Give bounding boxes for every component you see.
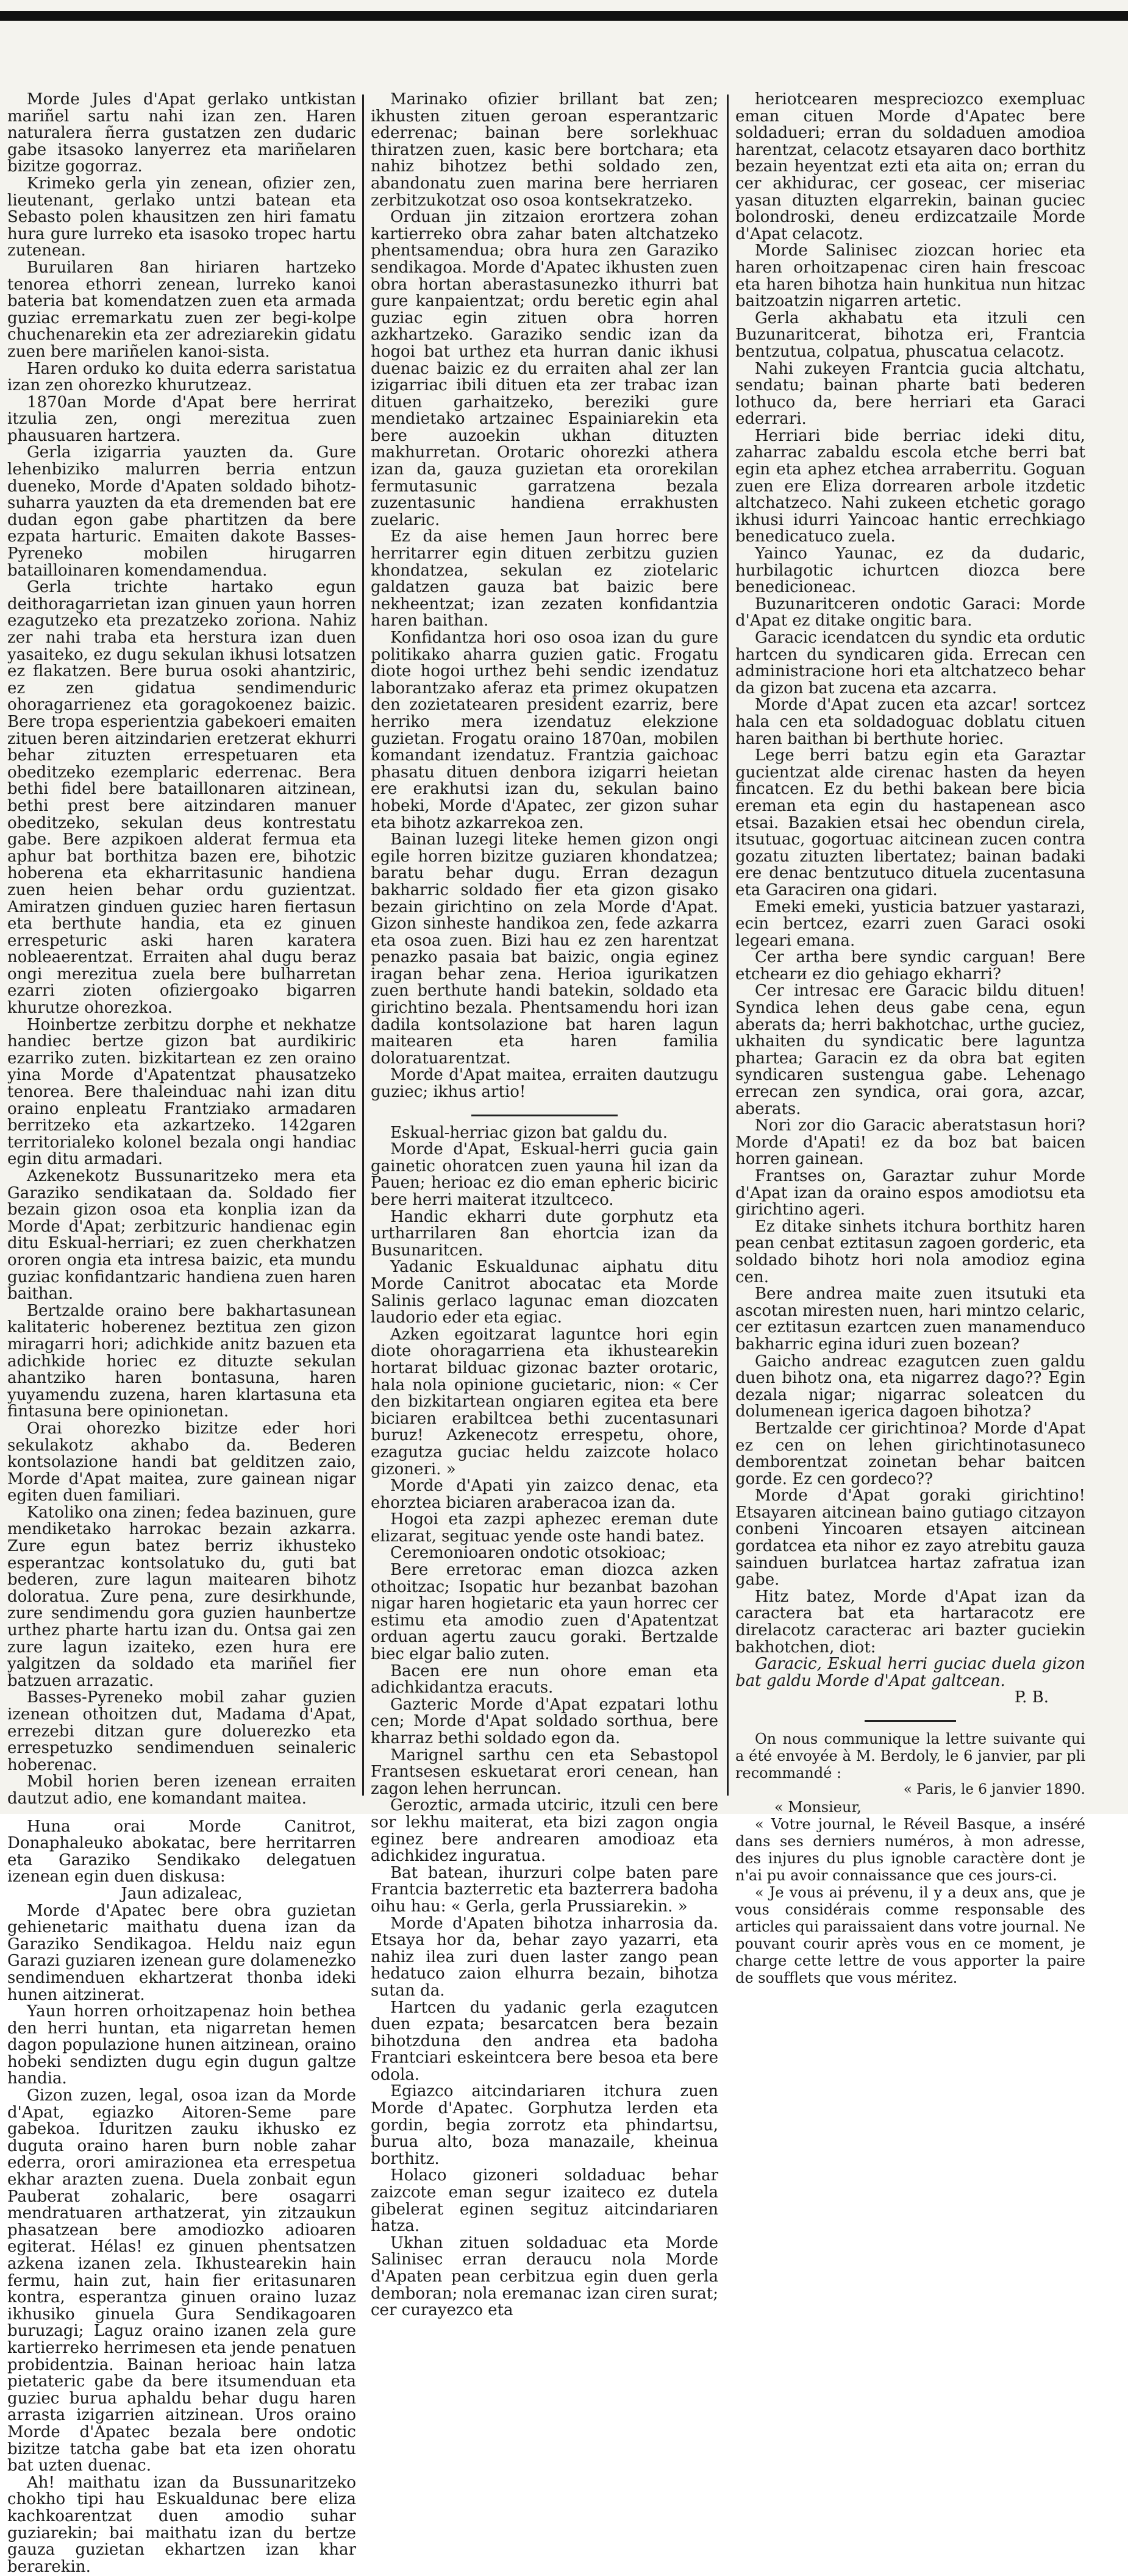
paragraph: Buruilaren 8an hiriaren hartzeko tenorea ethorri zenean, lurreko kanoi bateria bat komendatzen zuen eta armada guziac erremarkatu zuen zer begi-kolpe chuchenarekin eta zer adreziarekin gidatu zuen bere mariñelen kanoi-sista. [7, 258, 356, 361]
paragraph: Cer intresac ere Garacic bildu dituen! Syndica lehen deus gabe cena, egun aberats da; herri bakhotchac, urthe guciez, ukhaiten du syndicatic bere laguntza phartea; Garacin ez da obra bat egiten syndicaren sustengua gabe. Lehenago errecan zen syndica, orai gora, azcar, aberats. [735, 982, 1085, 1118]
paragraph: Mobil horien beren izenean erraiten dautzut adio, ene komandant maitea. [7, 1772, 356, 1808]
column-3-paragraphs [735, 91, 1085, 1656]
column-rule-right [727, 95, 729, 1796]
paragraph: Morde d'Apati yin zaizco denac, eta ehorztea biciaren araberacoa izan da. [371, 1477, 718, 1512]
column-2-article [371, 1125, 718, 2319]
paragraph: Ceremonioaren ondotic otsokioac; [390, 1544, 666, 1563]
paragraph: Gazteric Morde d'Apat ezpatari lothu cen; Morde d'Apat soldado sorthua, bere kharraz bethi soldado egon da. [371, 1695, 718, 1747]
paragraph: « Je vous ai prévenu, il y a deux ans, que je vous considérais comme responsable des articles qui paraissaient dans votre journal. Ne pouvant courir après vous en ce moment, je charge cette lettre de vous apporter la paire de soufflets que vous méritez. [735, 1883, 1085, 1986]
paragraph: Hartcen du yadanic gerla ezagutcen duen ezpata; besarcatcen bera bezain bihotzduna den andrea eta badoha Frantciari eskeintcera bere besoa eta bere odola. [371, 1998, 718, 2084]
signature: P. B. [1014, 1688, 1049, 1707]
paragraph: Orduan jin zitzaion erortzera zohan kartierreko obra zahar baten altchatzeko phentsamendua; obra hura zen Garaziko sendikagoa. Morde d'Apatec ikhusten zuen obra hortan aberastasunezko ithurri bat gure kanpaientzat; ordu beretic egin ahal guziac egin zituen obra horren azkhartzeko. Garaziko sendic izan da hogoi bat urthez eta hurran danic ikhusi duenac baizic ez du erraiten ahal zer lan izigarriac ibili dituen eta zer trabac izan dituen garhaitzeko, bereziki gure mendietako artzainec Espainiarekin eta bere auzoekin ukhan dituzten makhurretan. Orotaric ohorezki athera izan da, gauza guzietan eta ororekilan fermutasunic garratzena bezala zuzentasunic handiena errakhusten zuelaric. [371, 208, 718, 529]
paragraph: Yaun horren orhoitzapenaz hoin bethea den herri huntan, eta nigarretan hemen dagon populazione hunen aitzinean, oraino hobeki sendizten dugu egin dugun galtze handia. [7, 2002, 356, 2088]
paragraph: Morde Salinisec ziozcan horiec eta haren orhoitzapenac ciren hain frescoac eta haren bihotza hain hunkitua nun hitzac baitzoatzin nigarren artetic. [735, 241, 1085, 311]
paragraph: Egiazco aitcindariaren itchura zuen Morde d'Apatec. Gorphutza lerden eta gordin, begia zorrotz eta phindartsu, burua alto, boza manazaile, kheinua borthitz. [371, 2082, 718, 2168]
section-divider-2 [865, 1720, 956, 1722]
paragraph: Geroztic, armada utciric, itzuli cen bere sor lekhu maiterat, eta bizi zagon ongia eginez bere andrearen amodioaz eta adichkidez inguratua. [371, 1796, 718, 1866]
paragraph: Gerla izigarria yauzten da. Gure lehenbiziko malurren berria entzun dueneko, Morde d'Apaten soldado bihotz-suharra yauzten da eta dremenden bat ere dudan egon gabe phartitzen da bere ezpata harturic. Emaiten dakote Basses-Pyreneko mobilen hirugarren batailloinaren komendamendua. [7, 443, 356, 580]
paragraph: Ez da aise hemen Jaun horrec bere herritarrer egin dituen zerbitzu guzien khondatzea, sekulan ez ziotelaric galdatzen gauza bat baizic bere nekheentzat; izan zezaten konfidantzia haren baithan. [371, 527, 718, 630]
speech-salutation: Jaun adizaleac, [121, 1884, 243, 1903]
paragraph: Katoliko ona zinen; fedea bazinuen, gure mendiketako harrokac bezain azkarra. Zure egun batez berriz ikhusteko esperantzac kontsolatuko du, guti bat bederen, zure lagun maitearen bihotz doloratua. Zure pena, zure desirkhunde, zure sendimendu gora guzien haunbertze urthez pharte hartu izan du. Ontsa gai zen zure lagun izaiteko, ezen hura ere yalgitzen da soldado eta mariñel fier batzuen arrazatic. [7, 1503, 356, 1690]
paragraph: Bertzalde oraino bere bakhartasunean kalitateric hoberenez beztitua zen gizon miragarri hori; adichkide anitz bazuen eta adichkide horiec ez dituzte sekulan ahantziko haren bontasuna, haren yuyamendu zuzena, haren klartasuna eta fintasuna bere opinionetan. [7, 1301, 356, 1421]
paragraph: « Votre journal, le Réveil Basque, a inséré dans ses derniers numéros, à mon adresse, des injures du plus ignoble caractère dont je n'ai pu avoir connaissance que ces jours-ci. [735, 1815, 1085, 1884]
paragraph: heriotcearen mespreciozco exempluac eman cituen Morde d'Apatec bere soldadueri; erran du soldaduen amodioa harentzat, celacotz etsayaren daco borthitz bezain heyentzat ezti eta aita on; erran du cer akhiduraс, cer goseac, cer miseriac yasan dituzten elgarrekin, bainan guciec bolondroski, deneu erdizcatzaile Morde d'Apat celacotz. [735, 90, 1085, 243]
paragraph: Morde d'Apatec bere obra guzietan gehienetaric maithatu duena izan da Garaziko Sendikagoa. Heldu naiz egun Garazi guziaren izenean gure dolamenezko sendimenduen ekhartzerat thonba ideki hunen aitzinerat. [7, 1901, 356, 2004]
paragraph: Morde d'Apat maitea, erraiten dautzugu guziec; ikhus artio! [371, 1066, 718, 1102]
paragraph: Gerla trichte hartako egun deithoragarrietan izan ginuen yaun horren ezagutzeko eta prezatzeko zoriona. Nahiz zer nahi traba eta herstura izan duen yasaiteko, ez dugu sekulan ikhusi lotsatzen ez flakatzen. Bere burua osoki ahantziric, ez zen gidatua sendimenduric ohoragarrienez eta goragokoenez baizic. Bere tropa esperientzia gabekoeri emaiten zituen beren aitzindarien eretzerat ekhurri behar zituzten errespetuaren eta obeditzeko ezemplaric ederrenac. Bera bethi fidel bere bataillonaren aitzinean, bethi prest bere aitzindaren manuer obeditzeko, sekulan deus kontrestatu gabe. Bere azpikoen alderat fermua eta aphur bat borthitza bazen ere, bihotzic hoberena eta ekharritasunic handiena zuen heien behar ordu guzientzat. Amiratzen ginduen guziec haren fiertasun eta berthute handia, eta ez ginuen errespeturic aski haren karatera nobleaerentzat. Erraiten ahal dugu beraz ongi merezitua zuela bere bulharretan ezarri zioten ofiziergoako bigarren khurutze ohorezkoa. [7, 578, 356, 1018]
top-rule [0, 11, 1128, 21]
paragraph: Gerla akhabatu eta itzuli cen Buzunaritcerat, bihotza eri, Frantcia bentzutua, colpatua, phuscatua celacotz. [735, 309, 1085, 361]
paragraph: Orai ohorezko bizitze eder hori sekulakotz akhabo da. Bederen kontsolazione handi bat gelditzen zaio, Morde d'Apat maitea, zure gainean nigar egiten duen familiari. [7, 1419, 356, 1505]
paragraph: Azken egoitzarat laguntce hori egin diote ohoragarriena eta ikhustearekin hortarat bilduac gizonac bazter orotaric, hala nola opinione gucietaric, nion: « Cer den bizkitartean ongiaren egitea eta bere biciaren erabiltcea bethi zucentasunari buruz! Azkenecotz errespetu, ohore, ezagutza guciac heldu zaizcote holaco gizoneri. » [371, 1325, 718, 1479]
paragraph: Morde d'Apaten bihotza inharrosia da. Etsaya hor da, behar zayo yazarri, eta nahiz ilea zuri duen laster zango pean hedatuco zaion elhurra bezain, bihotza sutan da. [371, 1914, 718, 2000]
paragraph: Gizon zuzen, legal, osoa izan da Morde d'Apat, egiazko Aitoren-Seme pare gabekoa. Iduritzen zauku ikhusko ez duguta oraino haren burn noble zahar ederra, orori amirazionea eta errespetua ekhar arazten zuena. Duela zonbait egun Pauberat zohalaric, bere osagarri mendratuaren arthatzerat, yin zitzaukun phasatzean bere amodiozko adioaren egiterat. Hélas! ez ginuen phentsatzen azkena izanen zela. Ikhustearekin hain fermu, hain zut, hain fier eritasunaren kontra, esperantza ginuen oraino luzaz ikhusiko ginuela Gura Sendikagoaren buruzagi; Laguz oraino izanen zela gure kartierreko herrimesen eta jende penatuen probidentzia. Bainan herioac hain latza pietateric gabe da bere itsumenduan eta guziec burua aphaldu behar dugu haren arrasta izigarrien aitzinean. Uros oraino Morde d'Apatec bezala bere ondotic bizitze tatcha gabe bat eta izen ohoratu bat uzten duenac. [7, 2086, 356, 2475]
paragraph: Ukhan zituen soldaduac eta Morde Salinisec erran deraucu nola Morde d'Apaten pean cerbitzua egin duen gerla demboran; nola eremanac izan ciren surat; cer curayezco eta [371, 2233, 718, 2320]
paragraph: Krimeko gerla yin zenean, ofizier zen, lieutenant, gerlako untzi batean eta Sebasto polen khausitzen zen hiri famatu hura gure lurreko eta isasoko tropec hartu zutenean. [7, 174, 356, 260]
paragraph: Bat batean, ihurzuri colpe baten pare Frantcia bazterretic eta bazterrera badoha oihu hau: « Gerla, gerla Prussiarekin. » [371, 1863, 718, 1916]
paragraph: Bacen ere nun ohore eman eta adichkidantza eracuts. [371, 1661, 718, 1697]
paragraph: Lege berri batzu egin eta Garaztar gucientzat alde cirenac hasten da heyen fincatcen. Ez du bethi bakean bere bicia ereman eta egin du hastapenean asco etsai. Bazakien etsai hec obendun cirela, itsutuac, gogortuac aitcinean zucen contra gozatu zituzten libertatez; bainan badaki ere denac bentzutuco dituela zucentasuna eta Garaciren ona gidari. [735, 746, 1085, 899]
paragraph: Emeki emeki, yusticia batzuer yastarazi, ecin bertcez, ezarri zuen Garaci osoki legeari emana. [735, 897, 1085, 950]
paragraph: Azkenekotz Bussunaritzeko mera eta Garaziko sendikataan da. Soldado fier bezain gizon osoa eta konplia izan da Morde d'Apat; zerbitzuric handienac egin ditu Eskual-herriari; ez zuen cherkhatzen ororen ongia eta intresa baizic, eta mundu guziac konfidantzaric handiena zuen haren baithan. [7, 1167, 356, 1304]
paragraph: Nori zor dio Garacic aberatstasun hori? Morde d'Apati! ez da boz bat baicen horren gainean. [735, 1116, 1085, 1169]
column-1-paragraphs [7, 91, 356, 1808]
paragraph: Hogoi eta zazpi aphezec ereman dute elizarat, segituac yende oste handi batez. [371, 1510, 718, 1546]
paragraph: Haren orduko ko duita ederra saristatua izan zen ohorezko khurutzeaz. [7, 359, 356, 395]
paragraph: Ah! maithatu izan da Bussunaritzeko chokho tipi hau Eskualdunac bere eliza kachkoarentzat duen amodio suhar guziarekin; bai maithatu izan du bertze gauza guzietan ekhartzen izan khar berarekin. [7, 2473, 356, 2576]
paragraph: Holaco gizoneri soldaduac behar zaizcote eman segur izaiteco ez dutela gibelerat eginen segituz aitcindariaren hatza. [371, 2166, 718, 2236]
column-3 [735, 90, 1085, 1986]
paragraph: Cer artha bere syndic carguan! Bere etchearи ez dio gehiago ekharri? [735, 948, 1085, 983]
paragraph: Handic ekharri dute gorphutz eta urtharrilaren 8an ehortcia izan da Busunaritcen. [371, 1207, 718, 1260]
paragraph: Marignel sarthu cen eta Sebastopol Frantsesen eskuetarat erori cenean, han zagon lehen herruncan. [371, 1746, 718, 1798]
paragraph: Eskual-herriac gizon bat galdu du. [390, 1123, 668, 1142]
paragraph: Bere erretorac eman diozca azken othoitzac; Isopatic hur bezanbat bazohan nigar haren hogietaric eta yaun horrec cer estimu eta amodio zuen d'Apatentzat orduan agertu zaucu goraki. Bertzalde biec elgar balio zuten. [371, 1561, 718, 1664]
dateline: « Paris, le 6 janvier 1890. [903, 1782, 1085, 1797]
paragraph: Hoinbertze zerbitzu dorphe et nekhatze handiec bertze gizon bat aurdikiric ezarriko zuten. bizkitartean ez zen oraino yina Morde d'Apatentzat phausatzeko tenorea. Bere thaleinduac nahi izan ditu oraino enpleatu Frantziako armadaren berritzeko eta azkartzeko. 142garen territorialeko kolonel bezala ongi handiac egin ditu armadari. [7, 1015, 356, 1169]
column-2-paragraphs [371, 91, 718, 1101]
paragraph: Hitz batez, Morde d'Apat izan da caractera bat eta hartaracotz ere direlacotz caracterac ari bazter guciekin bakhotchen, diot: [735, 1587, 1085, 1657]
paragraph: Gaicho andreac ezagutcen zuen galdu duen bihotz ona, eta nigarrez dago?? Egin dezala nigar; nigarrac soleatcen du dolumenean igerica dagoen bihotza? [735, 1352, 1085, 1421]
paragraph: Basses-Pyreneko mobil zahar guzien izenean othoitzen dut, Madama d'Apat, errezebi ditzan gure doluerezko eta errespetuzko sendimenduen seinaleric hoberenac. [7, 1688, 356, 1774]
french-intro: On nous communique la lettre suivante qui a été envoyée à M. Berdoly, le 6 janvier, par pli recommandé : [735, 1730, 1085, 1782]
letter-salutation: « Monsieur, [774, 1798, 862, 1816]
paragraph: 1870an Morde d'Apat bere herrirat itzulia zen, ongi merezitua zuen phausuaren hartzera. [7, 393, 356, 445]
paragraph: Yainco Yaunac, ez da dudaric, hurbilagotic ichurtcen diozca bere benedicioneac. [735, 544, 1085, 597]
section-divider [471, 1115, 618, 1116]
column-rule-left [362, 95, 364, 1796]
paragraph: Buzunaritceren ondotic Garaci: Morde d'Apat ez ditake ongitic bara. [735, 594, 1085, 630]
column-2 [371, 90, 718, 2320]
canitrot-intro: Huna orai Morde Canitrot, Donaphaleuko abokatac, bere herritarren eta Garaziko Sendikako delegatuen izenean egin duen diskusa: [7, 1817, 356, 1886]
paragraph: Bertzalde cer girichtinoa? Morde d'Apat ez cen on lehen girichtinotasuneco demborentzat zoinetan behar baitcen gorde. Ez cen gordeco?? [735, 1419, 1085, 1488]
paragraph: Herriari bide berriac ideki ditu, zaharrac zabaldu escola etche berri bat egin eta aphez etchea arraberritu. Goguan zuen ere Eliza dorrearen arbole itzdetic altchatzeco. Nahi zukeen etchetic gorago ikhusi idurri Yaincoac hantic errechkiago benedicatuco zuela. [735, 426, 1085, 546]
paragraph: Konfidantza hori oso osoa izan du gure politikako aharra guzien gatic. Frogatu diote hogoi urthez behi sendic izendatuz laborantzako aferaz eta primez okupatzen den zozietatearen president ezarriz, bere herriko mera izendatuz elekzione guzietan. Frogatu oraino 1870an, mobilen komandant izendatuz. Frantzia gaichoac phasatu dituen denbora izigarri heietan ere erakhutsi izan du, sekulan baino hobeki, Morde d'Apatec, zer gizon suhar eta bihotz azkarrekoa zen. [371, 629, 718, 832]
paragraph: Yadanic Eskualdunac aiphatu ditu Morde Canitrot abocatac eta Morde Salinis gerlaco lagunac eman diozcaten laudorio eder eta egiac. [371, 1258, 718, 1327]
paragraph: Frantses on, Garaztar zuhur Morde d'Apat izan da oraino espos amodiotsu eta girichtino ageri. [735, 1167, 1085, 1219]
paragraph: Bainan luzegi liteke hemen gizon ongi egile horren bizitze guziaren khondatzea; baratu behar dugu. Erran dezagun bakharric soldado fier eta gizon gisako bezain girichtino on zela Morde d'Apat. Gizon sinheste handikoa zen, fede azkarra eta osoa zuen. Bizi hau ez zen harentzat penazko pasaia bat baizic, ongia eginez iragan behar zena. Herioa igurikatzen zuen berthute handi batekin, soldado eta girichtino bezala. Phentsamendu hori izan dadila kontsolazione bat haren lagun maitearen eta haren familia doloratuarentzat. [371, 830, 718, 1068]
paragraph: Marinako ofizier brillant bat zen; ikhusten zituen geroan esperantzaric ederrenac; bainan bere sorlekhuac thiratzen zuen, kasic bere bortchara; eta nahiz bihotzez bethi soldado zen, abandonatu zuen marina bere herriaren zerbitzukotzat oso osoa kontsekratzeko. [371, 90, 718, 210]
column-1-speech [7, 1903, 356, 2576]
paragraph: Ez ditake sinhets itchura borthitz haren pean cenbat eztitasun zagoen gorderic, eta soldado bihotz hori nola amodioz egina cen. [735, 1217, 1085, 1286]
paragraph: Bere andrea maite zuen itsutuki eta ascotan miresten nuen, hari mintzo celaric, cer eztitasun ezartcen zuen manamenduco bakharric egina iduri zuen bozean? [735, 1285, 1085, 1354]
column-1 [7, 90, 356, 2576]
paragraph: Garacic icendatcen du syndic eta ordutic hartcen du syndicaren gida. Errecan cen administracione hori eta altchatzeco behar da gizon bat zucena eta azcarra. [735, 629, 1085, 698]
paragraph: Nahi zukeyen Frantcia gucia altchatu, sendatu; bainan pharte bati bederen lothuco da, bere herriari eta Garaci ederrari. [735, 359, 1085, 429]
paragraph: Morde d'Apat zucen eta azcar! sortcez hala cen eta soldadoguac doblatu cituen haren baithan bi berthute horiec. [735, 696, 1085, 748]
paragraph: Morde d'Apat, Eskual-herri gucia gain gainetic ohoratcen zuen yauna hil izan da Pauen; herioac ez dio eman epheric biciric bere herri maiterat itzultceco. [371, 1140, 718, 1209]
paragraph: Morde d'Apat goraki girichtino! Etsayaren aitcinean baino gutiago citzayon conbeni Yincoaren etsayen aitcinean gordatcea eta nihor ez zayo atrebitu gauza sainduen burlatcea hartaz zafratua izan gabe. [735, 1486, 1085, 1589]
paragraph: Morde Jules d'Apat gerlako untkistan mariñel sartu nahi izan zen. Haren naturalera ñerra gustatzen zen dudaric gabe itsasoko lanyerrez eta mariñelaren bizitze gogorraz. [7, 90, 356, 176]
letter-body [735, 1816, 1085, 1986]
closing-italic: Garacic, Eskual herri guciac duela gizon bat galdu Morde d'Apat galtcean. [735, 1655, 1085, 1690]
